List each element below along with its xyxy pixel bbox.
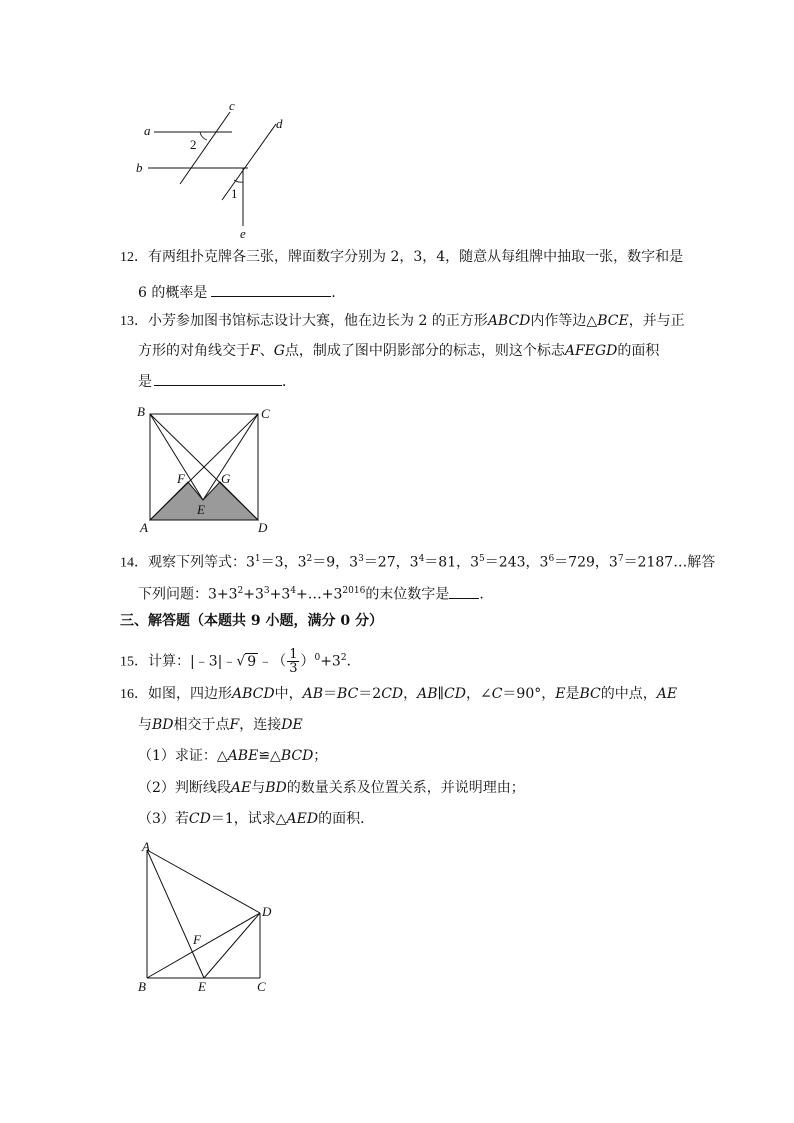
label-A: A: [140, 520, 148, 535]
label-E: E: [198, 979, 206, 994]
segment-ae: [147, 850, 204, 978]
q16-sub2: （2）判断线段AE与BD的数量关系及位置关系，并说明理由；: [138, 780, 525, 796]
label-G: G: [221, 471, 231, 486]
segment-bd: [147, 913, 260, 978]
section-3-heading: 三、解答题（本题共 9 小题，满分 0 分）: [120, 613, 383, 629]
square-logo-figure: [134, 402, 280, 538]
q14-line1: 14．观察下列等式：$3^1=3$，$3^2=9$，$3^3=27$，$3^4=81$，$3^5=243$，$3^6=729$，$3^7=2187\dots$解答: [120, 554, 716, 571]
q16-sub1: （1）求证：△ABE≌△BCD；: [138, 748, 328, 764]
angle-2-arc: [200, 132, 207, 140]
side-be: [150, 414, 203, 500]
q12-line2: 6 的概率是 ．: [138, 282, 345, 303]
q13-line2: 方形的对角线交于F、G点，制成了图中阴影部分的标志，则这个标志AFEGD的面积: [138, 343, 660, 359]
fraction-one-third: $\frac{1}{3}$: [289, 647, 298, 677]
q12-line1: 12．有两组扑克牌各三张，牌面数字分别为 2，3，4，随意从每组牌中抽取一张，数字和是: [120, 249, 684, 265]
label-angle-2: 2: [190, 137, 197, 152]
label-F: F: [177, 471, 185, 486]
q13-answer-blank[interactable]: [154, 371, 282, 386]
side-ad: [147, 850, 260, 913]
q16-line2: 与BD相交于点F，连接DE: [138, 717, 303, 733]
sqrt-symbol: √: [236, 653, 246, 670]
label-angle-1: 1: [231, 186, 238, 201]
label-B: B: [137, 404, 145, 419]
q16-line1: 16．如图，四边形ABCD中，AB＝BC＝2CD，AB∥CD，∠C＝90°，E是BC的中点，AE: [120, 686, 678, 702]
q12-answer-blank[interactable]: [211, 282, 331, 297]
segment-de: [204, 913, 260, 978]
q13-line3: 是 ．: [138, 371, 296, 392]
q16-sub3: （3）若CD＝1，试求△AED的面积．: [138, 811, 375, 827]
label-C: C: [257, 979, 266, 994]
label-B: B: [138, 979, 146, 994]
label-D: D: [258, 520, 268, 535]
q15-line: 15．计算：|﹣3|﹣√ 9 ﹣（ $\frac{1}{3}$ ）$^0+3^2$．: [120, 647, 361, 677]
label-A: A: [142, 839, 150, 854]
label-E: E: [197, 502, 205, 517]
label-d: d: [276, 116, 283, 131]
label-b: b: [136, 160, 143, 175]
label-D: D: [262, 904, 272, 919]
q14-line2: 下列问题：$3+3^2+3^3+3^4+\dots+3^{2016}$的末位数字是 ．: [138, 581, 493, 605]
side-ce: [203, 414, 258, 500]
q14-answer-blank[interactable]: [449, 584, 479, 599]
label-e: e: [240, 226, 246, 240]
parallel-lines-figure: [130, 98, 300, 240]
quadrilateral-abcd-figure: [134, 838, 284, 998]
line-c: [180, 112, 230, 184]
q13-line1: 13．小芳参加图书馆标志设计大赛，他在边长为 2 的正方形ABCD内作等边△BCE，并与正: [120, 313, 685, 329]
label-a: a: [144, 123, 151, 138]
label-F: F: [193, 932, 201, 947]
label-C: C: [261, 406, 270, 421]
label-c: c: [229, 98, 235, 113]
